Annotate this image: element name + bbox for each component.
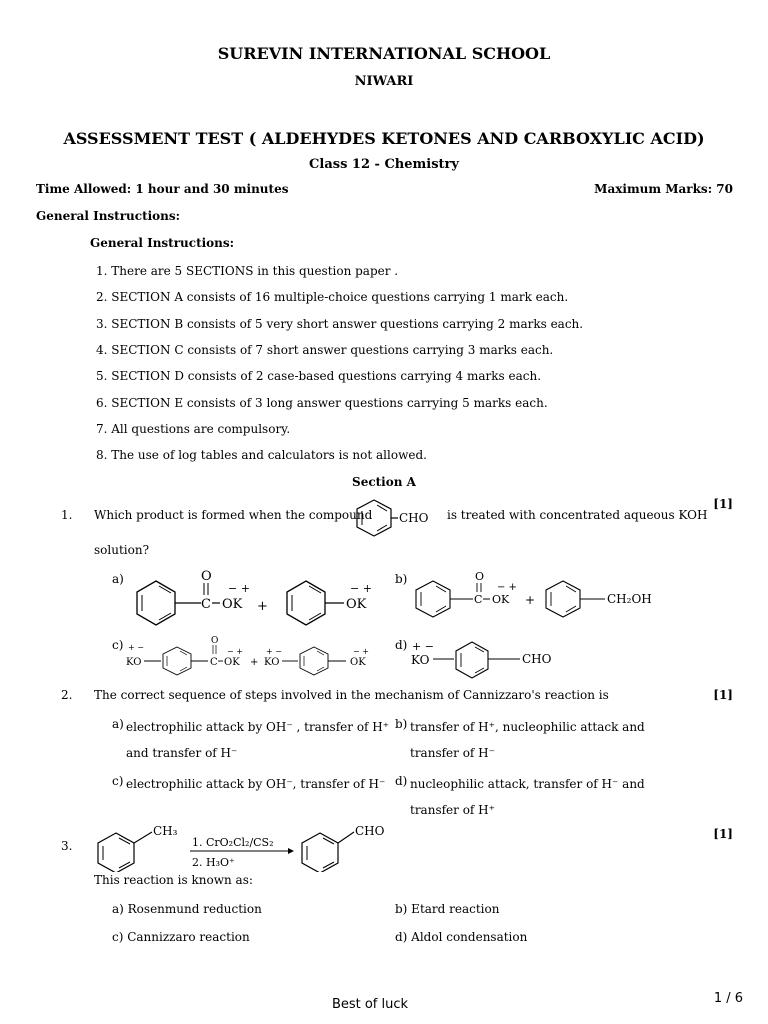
page-number: 1 / 6: [713, 991, 743, 1006]
svg-text:C: C: [474, 593, 483, 606]
instruction-item: 3. SECTION B consists of 5 very short answer questions carrying 2 marks each.: [96, 317, 584, 331]
q2-text: The correct sequence of steps involved in the mechanism of Cannizzaro's reaction is: [94, 688, 609, 702]
q2-option-d-line1: nucleophilic attack, transfer of H⁻ and: [410, 777, 645, 791]
q2-option-d-line2: transfer of H⁺: [410, 803, 495, 817]
svg-text:OK: OK: [224, 657, 240, 668]
svg-text:+ −: + −: [128, 643, 144, 652]
svg-text:KO: KO: [411, 653, 430, 667]
school-city: NIWARI: [354, 74, 414, 89]
benzaldehyde-structure: [346, 496, 446, 538]
svg-text:+: +: [525, 593, 536, 607]
svg-text:KO: KO: [264, 657, 280, 668]
general-instructions-subheading: General Instructions:: [90, 236, 235, 250]
q2-option-d-label: d): [395, 774, 408, 788]
q3-option-c: c) Cannizzaro reaction: [112, 930, 250, 944]
svg-text:O: O: [201, 569, 212, 584]
q3-option-b: b) Etard reaction: [395, 902, 500, 916]
q3-reaction-scheme: [92, 820, 392, 872]
svg-text:OK: OK: [350, 657, 366, 668]
svg-text:− +: − +: [353, 647, 369, 656]
q1-option-d-structure: [408, 634, 568, 684]
q2-marks: [1]: [713, 688, 733, 702]
class-subject: Class 12 - Chemistry: [309, 157, 459, 172]
instruction-item: 5. SECTION D consists of 2 case-based questions carrying 4 marks each.: [96, 369, 542, 383]
q3-question: This reaction is known as:: [94, 873, 253, 887]
q2-option-b-label: b): [395, 717, 408, 731]
q1-text-line2: solution?: [94, 543, 149, 557]
svg-text:O: O: [475, 570, 485, 583]
q1-cho-label: CHO: [399, 511, 429, 525]
q2-option-c-label: c): [112, 774, 124, 788]
instruction-item: 4. SECTION C consists of 7 short answer questions carrying 3 marks each.: [96, 343, 554, 357]
q1-option-a-structure: [124, 568, 374, 630]
q1-option-d-label: d): [395, 638, 408, 652]
svg-text:OK: OK: [222, 597, 243, 612]
test-title: ASSESSMENT TEST ( ALDEHYDES KETONES AND CARBOXYLIC ACID): [63, 129, 705, 148]
school-name: SUREVIN INTERNATIONAL SCHOOL: [217, 44, 551, 63]
section-title: Section A: [352, 475, 416, 489]
svg-text:O: O: [211, 636, 219, 646]
svg-text:CHO: CHO: [522, 652, 552, 666]
q3-reactant-group: CH₃: [153, 824, 178, 838]
q1-option-c-label: c): [112, 638, 124, 652]
svg-text:KO: KO: [126, 657, 142, 668]
q3-marks: [1]: [713, 827, 733, 841]
svg-text:C: C: [201, 597, 211, 612]
maximum-marks: Maximum Marks: 70: [594, 182, 733, 196]
svg-text:OK: OK: [346, 597, 367, 612]
svg-text:− +: − +: [228, 582, 250, 595]
q2-option-b-line1: transfer of H⁺, nucleophilic attack and: [410, 720, 645, 734]
instruction-item: 7. All questions are compulsory.: [96, 422, 291, 436]
q2-number: 2.: [61, 688, 73, 702]
svg-text:− +: − +: [497, 582, 517, 593]
q3-reagent-1: 1. CrO₂Cl₂/CS₂: [192, 836, 274, 849]
instruction-item: 6. SECTION E consists of 3 long answer questions carrying 5 marks each.: [96, 396, 548, 410]
q3-product-group: CHO: [355, 824, 385, 838]
svg-text:+ −: + −: [412, 640, 434, 653]
q2-option-b-line2: transfer of H⁻: [410, 746, 495, 760]
general-instructions-heading: General Instructions:: [36, 209, 181, 223]
q1-marks: [1]: [713, 497, 733, 511]
svg-text:C: C: [210, 657, 218, 668]
q2-option-c-line1: electrophilic attack by OH⁻, transfer of H⁻: [126, 777, 386, 791]
q1-option-b-label: b): [395, 572, 408, 586]
instruction-item: 1. There are 5 SECTIONS in this question paper .: [96, 264, 399, 278]
svg-text:− +: − +: [350, 582, 372, 595]
svg-text:+: +: [257, 599, 268, 614]
q1-number: 1.: [61, 508, 73, 522]
svg-text:CH₂OH: CH₂OH: [607, 592, 652, 606]
instruction-item: 8. The use of log tables and calculators is not allowed.: [96, 448, 427, 462]
q3-number: 3.: [61, 839, 73, 853]
q1-option-a-label: a): [112, 572, 124, 586]
q3-reagent-2: 2. H₃O⁺: [192, 856, 235, 869]
q1-option-c-structure: [124, 634, 374, 678]
q3-option-a: a) Rosenmund reduction: [112, 902, 262, 916]
instruction-item: 2. SECTION A consists of 16 multiple-choice questions carrying 1 mark each.: [96, 290, 569, 304]
q1-text-before: Which product is formed when the compound: [94, 508, 373, 522]
q1-text-after: is treated with concentrated aqueous KOH: [447, 508, 708, 522]
q3-option-d: d) Aldol condensation: [395, 930, 528, 944]
time-allowed: Time Allowed: 1 hour and 30 minutes: [36, 182, 289, 196]
q2-option-a-line1: electrophilic attack by OH⁻ , transfer of H⁺: [126, 720, 390, 734]
q1-option-b-structure: [405, 568, 665, 626]
svg-text:− +: − +: [227, 647, 243, 656]
footer-text: Best of luck: [331, 997, 409, 1012]
svg-text:+ −: + −: [266, 647, 282, 656]
svg-text:OK: OK: [492, 593, 510, 606]
svg-text:+: +: [250, 657, 259, 668]
q2-option-a-label: a): [112, 717, 124, 731]
q2-option-a-line2: and transfer of H⁻: [126, 746, 238, 760]
